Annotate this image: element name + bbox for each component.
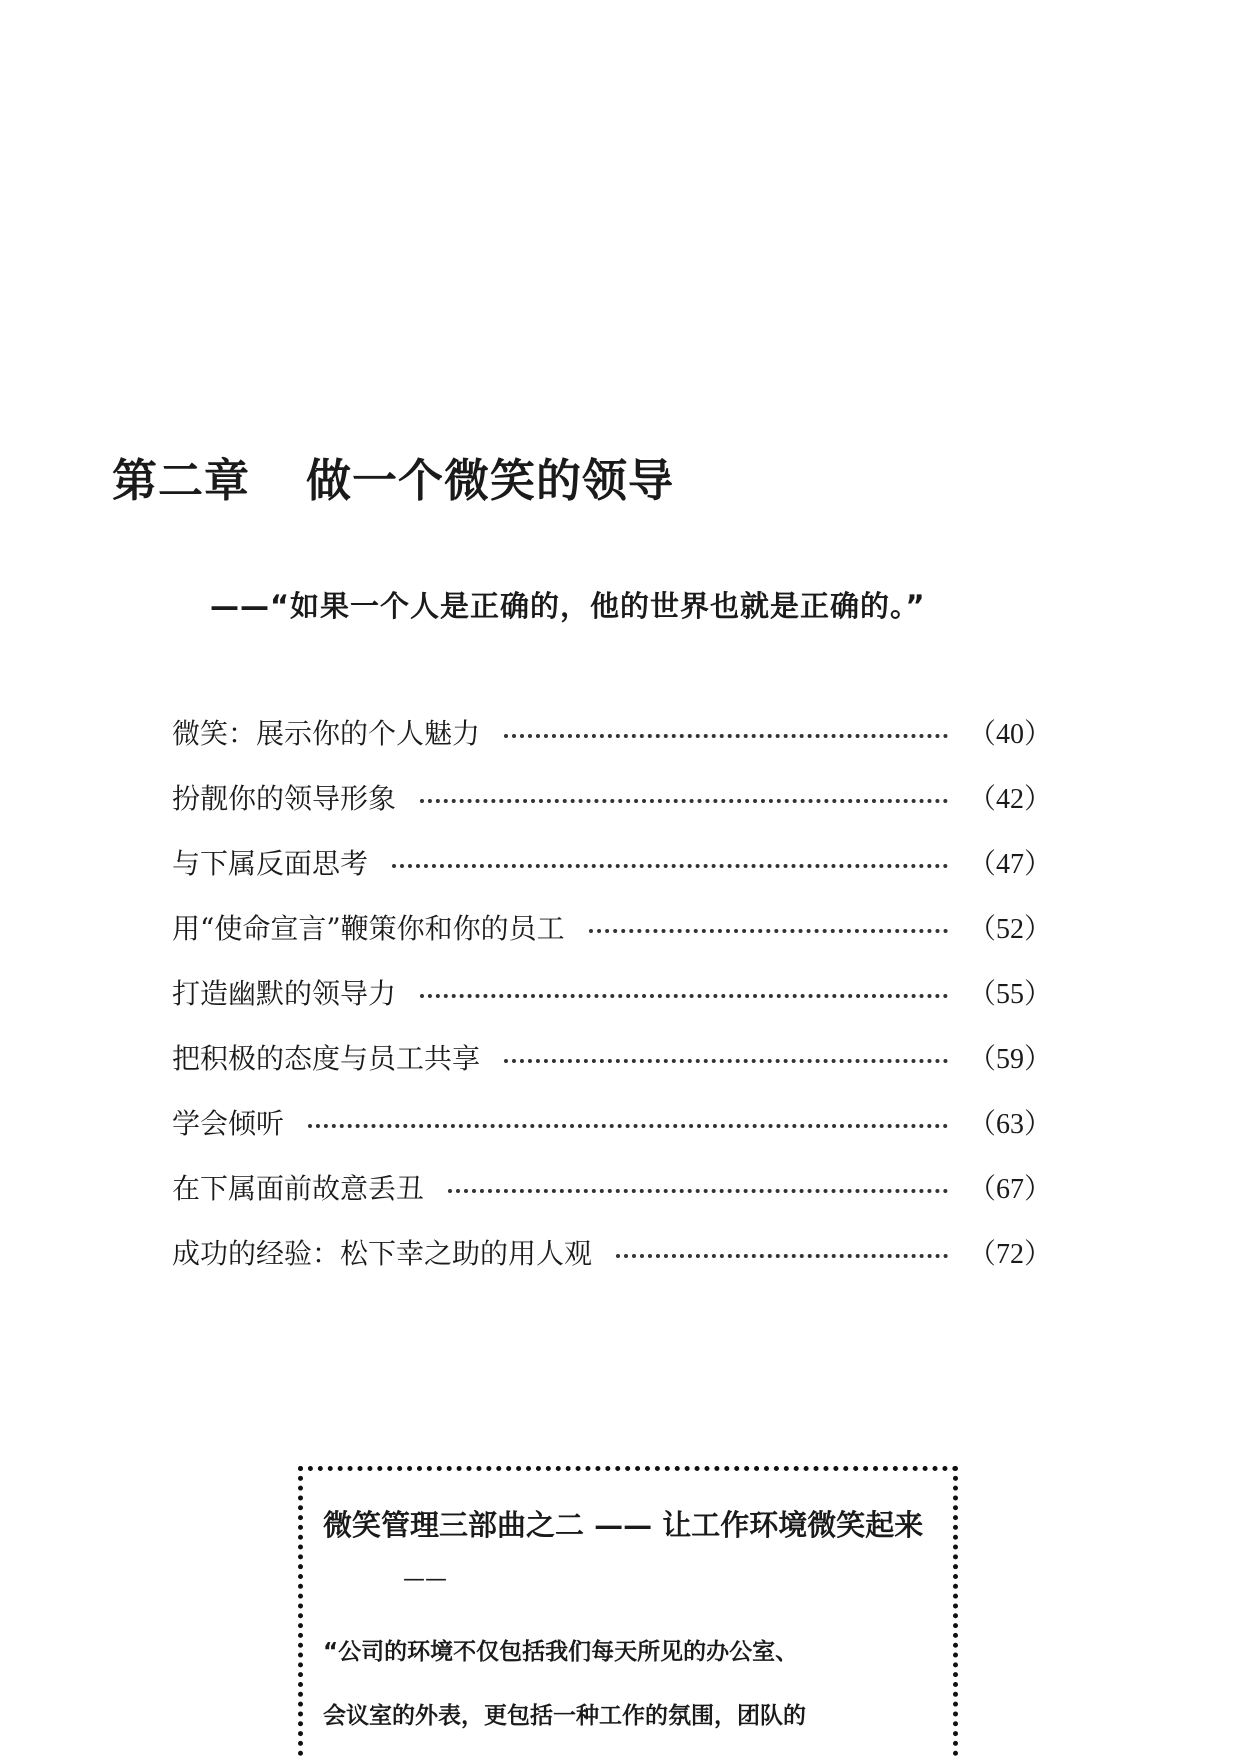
toc-leader-dots (589, 929, 948, 933)
toc-leader-dots (392, 864, 948, 868)
toc-item[interactable] (172, 840, 1052, 905)
toc-item[interactable] (172, 1100, 1052, 1165)
toc-leader-dots (420, 799, 948, 803)
toc-item-page: （55） (967, 979, 1052, 1010)
toc-item[interactable] (172, 1165, 1052, 1230)
toc-leader-dots (504, 734, 948, 738)
toc-item-page: （47） (967, 849, 1052, 880)
toc-item[interactable] (172, 1230, 1052, 1295)
toc-leader-dots (616, 1254, 948, 1258)
toc-leader-dots (420, 994, 948, 998)
toc-item[interactable] (172, 710, 1052, 775)
toc-leader-dots (308, 1124, 948, 1128)
toc-item-title: 与下属反面思考 (172, 847, 369, 880)
toc-item-title: 在下属面前故意丢丑 (172, 1172, 425, 1205)
toc-item[interactable] (172, 905, 1052, 970)
toc-item[interactable] (172, 775, 1052, 840)
toc-item-title: 用“使命宣言”鞭策你和你的员工 (172, 912, 565, 945)
toc-item[interactable] (172, 970, 1052, 1035)
box-quote-line: 会议室的外表，更包括一种工作的氛围，团队的 (323, 1703, 806, 1729)
toc-item-page: （42） (967, 784, 1052, 815)
chapter-name: 做一个微笑的领导 (306, 454, 675, 507)
sidebar-quote-box (298, 1466, 958, 1756)
toc-item-title: 微笑：展示你的个人魅力 (172, 717, 481, 750)
box-dash: —— (403, 1567, 447, 1592)
toc-item-page: （40） (967, 719, 1052, 750)
box-title: 微笑管理三部曲之二 —— 让工作环境微笑起来 (323, 1508, 924, 1542)
toc-item-title: 把积极的态度与员工共享 (172, 1042, 481, 1075)
toc-item-page: （72） (967, 1239, 1052, 1270)
table-of-contents (172, 710, 1052, 1295)
toc-item-title: 扮靓你的领导形象 (172, 782, 397, 815)
chapter-title (112, 444, 674, 509)
toc-item[interactable] (172, 1035, 1052, 1100)
toc-leader-dots (448, 1189, 948, 1193)
toc-item-page: （52） (967, 914, 1052, 945)
toc-item-title: 学会倾听 (172, 1107, 285, 1140)
toc-item-page: （59） (967, 1044, 1052, 1075)
toc-item-title: 成功的经验：松下幸之助的用人观 (172, 1237, 593, 1270)
toc-item-page: （63） (967, 1109, 1052, 1140)
toc-item-page: （67） (967, 1174, 1052, 1205)
chapter-epigraph: ——“如果一个人是正确的，他的世界也就是正确的。” (210, 589, 926, 623)
box-quote-line: “公司的环境不仅包括我们每天所见的办公室、 (323, 1639, 799, 1665)
chapter-number: 第二章 (112, 454, 251, 507)
toc-leader-dots (504, 1059, 948, 1063)
toc-item-title: 打造幽默的领导力 (172, 977, 397, 1010)
